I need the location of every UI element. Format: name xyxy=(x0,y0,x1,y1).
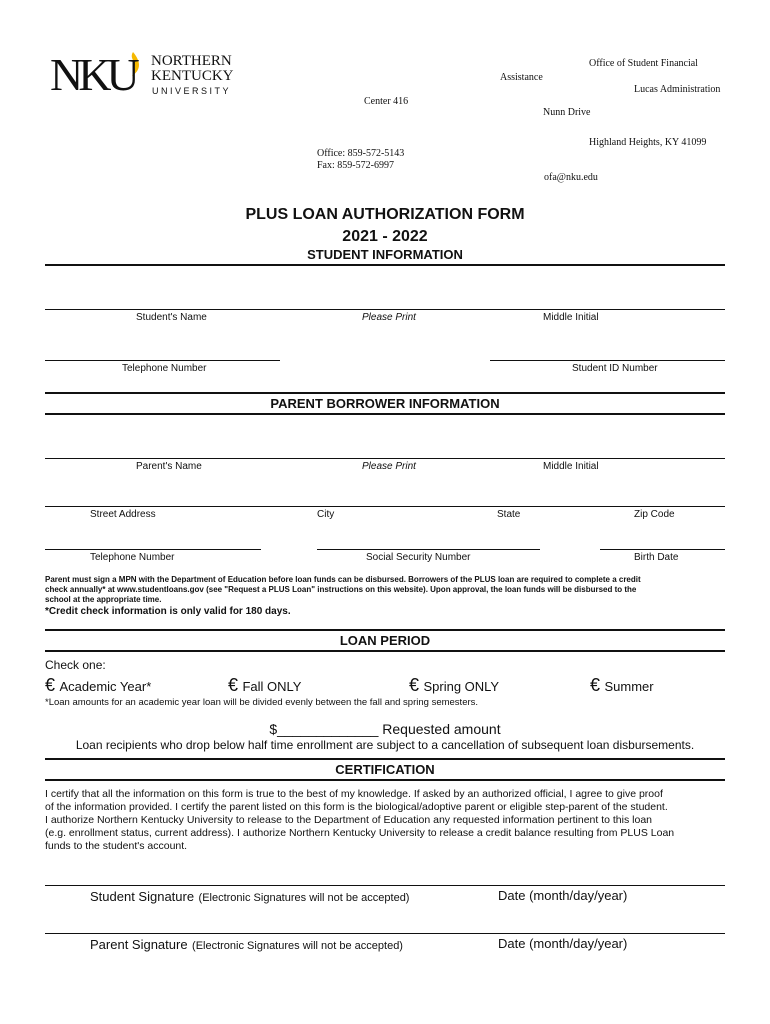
office-line-3: Lucas Administration xyxy=(634,84,721,95)
mpn-note-line: school at the appropriate time. xyxy=(45,595,162,604)
nku-logo xyxy=(50,48,255,103)
checkbox-icon[interactable]: € xyxy=(590,675,601,695)
option-label: Academic Year* xyxy=(59,679,152,694)
student-telephone-field[interactable] xyxy=(45,360,280,361)
credit-check-note: *Credit check information is only valid for 180 days. xyxy=(45,606,291,617)
section-rule xyxy=(45,629,725,631)
city-label: City xyxy=(317,509,335,520)
middle-initial-label: Middle Initial xyxy=(543,461,599,472)
birth-date-field[interactable] xyxy=(600,549,725,550)
parent-signature-field[interactable] xyxy=(45,933,725,934)
student-name-field[interactable] xyxy=(45,309,725,310)
logo-university: UNIVERSITY xyxy=(152,86,232,96)
mpn-note-line: check annually* at www.studentloans.gov (see "Request a PLUS Loan" instructions on this website). Upon approval, the loan funds will be disbursed to the xyxy=(45,585,637,594)
certification-line: I authorize Northern Kentucky University to release to the Department of Education any requested information pertinent to this loan xyxy=(45,814,653,826)
checkbox-icon[interactable]: € xyxy=(45,675,56,695)
student-date-label: Date (month/day/year) xyxy=(498,888,628,903)
please-print-label: Please Print xyxy=(362,312,416,323)
certification-line: (e.g. enrollment status, current address). I authorize Northern Kentucky University to release a credit balance resulting from PLUS Loan xyxy=(45,827,675,839)
student-signature-label-row xyxy=(90,888,409,906)
parent-date-label: Date (month/day/year) xyxy=(498,936,628,951)
ssn-field[interactable] xyxy=(317,549,540,550)
section-rule xyxy=(45,264,725,266)
option-label: Spring ONLY xyxy=(423,679,500,694)
certification-line: of the information provided. I certify the parent listed on this form is the biological/adoptive parent or eligible step-parent of the student. xyxy=(45,801,668,813)
signature-note: (Electronic Signatures will not be accepted) xyxy=(198,892,410,904)
office-phone: Office: 859-572-5143 xyxy=(317,148,405,159)
middle-initial-label: Middle Initial xyxy=(543,312,599,323)
option-fall[interactable] xyxy=(228,676,301,696)
parent-signature-label: Parent Signature xyxy=(90,937,188,952)
parent-signature-label-row xyxy=(90,936,403,954)
parent-section-heading: PARENT BORROWER INFORMATION xyxy=(270,396,500,411)
student-section-heading: STUDENT INFORMATION xyxy=(307,247,463,262)
state-label: State xyxy=(497,509,521,520)
office-email: ofa@nku.edu xyxy=(544,172,598,183)
loan-period-heading: LOAN PERIOD xyxy=(339,633,431,648)
academic-year-note: *Loan amounts for an academic year loan will be divided evenly between the fall and spring semesters. xyxy=(45,697,479,708)
option-academic-year[interactable] xyxy=(45,676,151,696)
street-label: Street Address xyxy=(90,509,156,520)
zip-label: Zip Code xyxy=(634,509,675,520)
section-rule xyxy=(45,758,725,760)
office-line-5: Nunn Drive xyxy=(543,107,591,118)
logo-kentucky: KENTUCKY xyxy=(151,68,234,84)
option-label: Summer xyxy=(604,679,654,694)
certification-line: funds to the student's account. xyxy=(45,840,188,852)
office-fax: Fax: 859-572-6997 xyxy=(317,160,394,171)
address-field[interactable] xyxy=(45,506,725,507)
ssn-label: Social Security Number xyxy=(366,552,471,563)
certification-heading: CERTIFICATION xyxy=(335,762,435,777)
section-rule xyxy=(45,392,725,394)
student-id-label: Student ID Number xyxy=(572,363,658,374)
requested-amount-line[interactable]: $_____________ Requested amount xyxy=(269,721,501,737)
mpn-note xyxy=(45,575,725,605)
office-line-6: Highland Heights, KY 41099 xyxy=(589,137,707,148)
logo-northern: NORTHERN xyxy=(151,53,232,69)
birth-date-label: Birth Date xyxy=(634,552,679,563)
section-rule xyxy=(45,413,725,415)
please-print-label: Please Print xyxy=(362,461,416,472)
enrollment-note: Loan recipients who drop below half time enrollment are subject to a cancellation of subsequent loan disbursements. xyxy=(75,738,695,752)
student-signature-field[interactable] xyxy=(45,885,725,886)
option-summer[interactable] xyxy=(590,676,654,696)
parent-telephone-field[interactable] xyxy=(45,549,261,550)
option-spring[interactable] xyxy=(409,676,499,696)
section-rule xyxy=(45,650,725,652)
mpn-note-line: Parent must sign a MPN with the Department of Education before loan funds can be disbursed. Borrowers of the PLUS loan are required to complete a credit xyxy=(45,575,641,584)
student-telephone-label: Telephone Number xyxy=(122,363,207,374)
student-id-field[interactable] xyxy=(490,360,725,361)
student-name-label: Student's Name xyxy=(136,312,207,323)
checkbox-icon[interactable]: € xyxy=(409,675,420,695)
parent-name-field[interactable] xyxy=(45,458,725,459)
certification-text xyxy=(45,788,730,853)
logo-letters: NKU xyxy=(50,49,135,100)
office-line-4: Center 416 xyxy=(364,96,409,107)
section-rule xyxy=(45,779,725,781)
form-year: 2021 - 2022 xyxy=(342,228,428,245)
office-line-2: Assistance xyxy=(500,72,543,83)
form-title: PLUS LOAN AUTHORIZATION FORM xyxy=(245,206,525,223)
certification-line: I certify that all the information on this form is true to the best of my knowledge. If asked by an authorized official, I agree to give proof xyxy=(45,788,663,800)
checkbox-icon[interactable]: € xyxy=(228,675,239,695)
parent-telephone-label: Telephone Number xyxy=(90,552,175,563)
signature-note: (Electronic Signatures will not be accepted) xyxy=(192,940,403,952)
student-signature-label: Student Signature xyxy=(90,889,195,904)
check-one-label: Check one: xyxy=(45,658,106,672)
office-line-1: Office of Student Financial xyxy=(589,58,698,69)
parent-name-label: Parent's Name xyxy=(136,461,202,472)
option-label: Fall ONLY xyxy=(242,679,302,694)
